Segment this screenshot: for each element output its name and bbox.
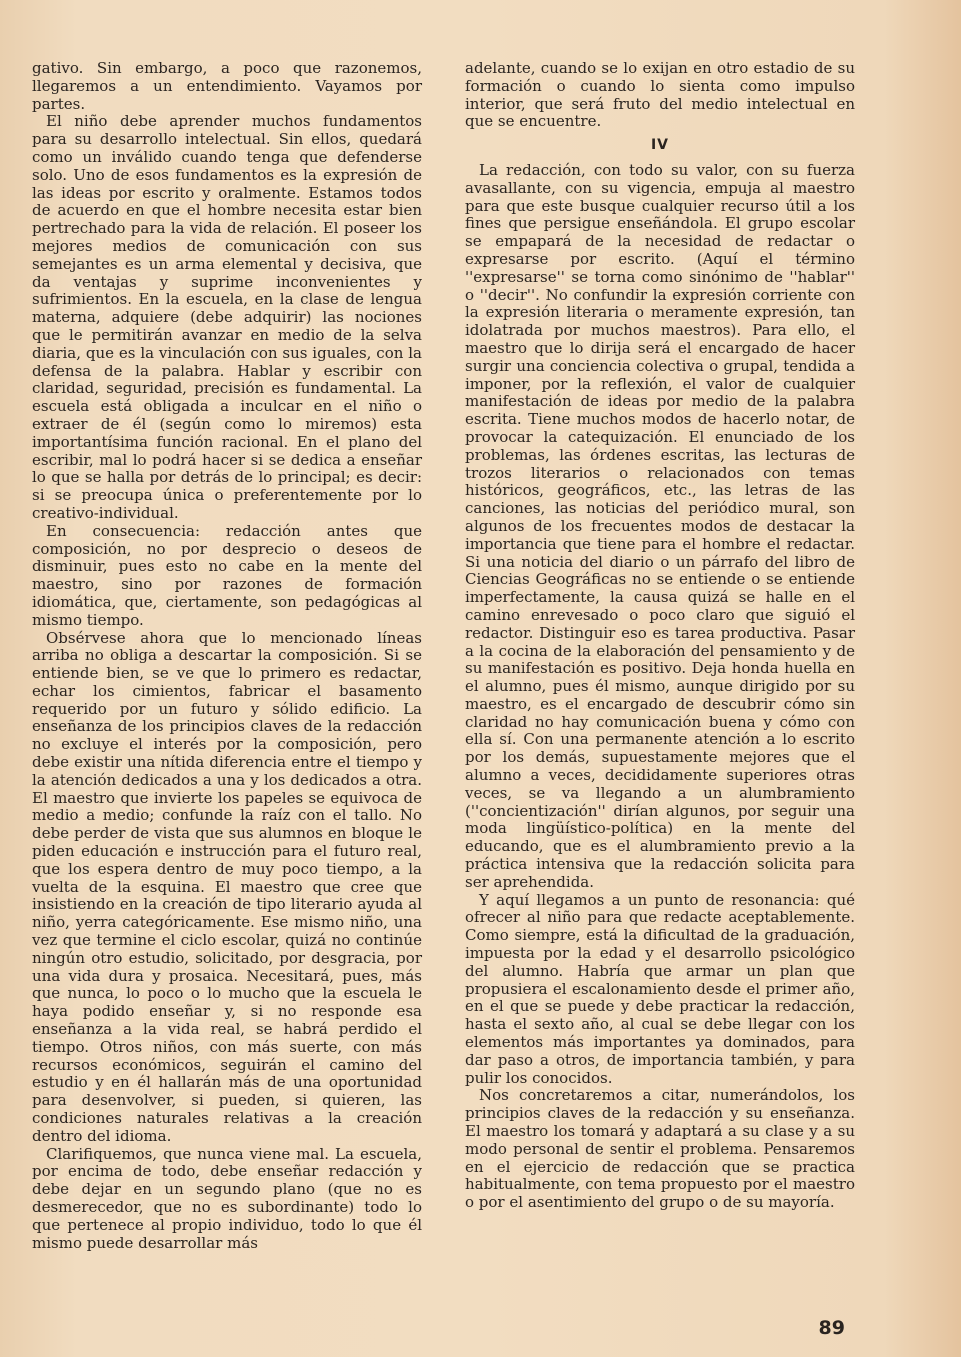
page-number: 89 — [818, 1317, 845, 1339]
paragraph: Nos concretaremos a citar, numerándolos, los principios claves de la redacción y su enseñanza. El maestro los tomará y adaptará a su clase y a su modo personal de sentir el problema. Pensaremos en el ejercicio de redacción que se practica habitualmente, con tema propuesto por el maestro o por el asentimiento del grupo o de su mayoría. — [465, 1086, 855, 1212]
left-column — [32, 60, 422, 1252]
paragraph: La redacción, con todo su valor, con su fuerza avasallante, con su vigencia, empuja al maestro para que este busque cualquier recurso útil a los fines que persigue enseñándola. El grupo escolar se empapará de la necesidad de redactar o expresarse por escrito. (Aquí el término ''expresarse'' se torna como sinónimo de ''hablar'' o ''decir''. No confundir la expresión corriente con la expresión literaria o meramente expresión, tan idolatrada por muchos maestros). Para ello, el maestro que lo dirija será el encargado de hacer surgir una conciencia colectiva o grupal, tendida a imponer, por la reflexión, el valor de cualquier manifestación de ideas por medio de la palabra escrita. Tiene muchos modos de hacerlo notar, de provocar la catequización. El enunciado de los problemas, las órdenes escritas, las lecturas de trozos literarios o relacionados con temas históricos, geográficos, etc., las letras de las canciones, las noticias del periódico mural, son algunos de los frecuentes modos de destacar la importancia que tiene para el hombre el redactar. Si una noticia del diario o un párrafo del libro de Ciencias Geográficas no se entiende o se entiende imperfectamente, la causa quizá se halle en el camino enrevesado o poco claro que siguió el redactor. Distinguir eso es tarea productiva. Pasar a la cocina de la elaboración del pensamiento y de su manifestación es positivo. Deja honda huella en el alumno, pues él mismo, aunque dirigido por su maestro, es el encargado de descubrir cómo sin claridad no hay comunicación buena y cómo con ella sí. Con una permanente atención a lo escrito por los demás, supuestamente mejores que el alumno a veces, decididamente superiores otras veces, se va llegando a un alumbramiento (''concientización'' dirían algunos, por seguir una moda lingüístico-política) en la mente del educando, que es el alumbramiento previo a la práctica intensiva que la redacción solicita para ser aprehendida. — [465, 160, 855, 891]
paragraph: adelante, cuando se lo exijan en otro estadio de su formación o cuando lo sienta como impulso interior, que será fruto del medio intelectual en que se encuentre. — [465, 59, 855, 131]
paragraph: gativo. Sin embargo, a poco que razonemos, llegaremos a un entendimiento. Vayamos por partes. — [32, 59, 422, 113]
section-heading: IV — [650, 137, 670, 154]
right-column — [465, 60, 855, 1212]
paragraph: Clarifiquemos, que nunca viene mal. La escuela, por encima de todo, debe enseñar redacción y debe dejar en un segundo plano (que no es desmerecedor, que no es subordinante) todo lo que pertenece al propio individuo, todo lo que él mismo puede desarrollar más — [32, 1144, 422, 1252]
paragraph: Obsérvese ahora que lo mencionado líneas arriba no obliga a descartar la composición. Si se entiende bien, se ve que lo primero es redactar, echar los cimientos, fabricar el basamento requerido por un futuro y sólido edificio. La enseñanza de los principios claves de la redacción no excluye el interés por la composición, pero debe existir una nítida diferencia entre el tiempo y la atención dedicados a una y los dedicados a otra. El maestro que invierte los papeles se equivoca de medio a medio; confunde la raíz con el tallo. No debe perder de vista que sus alumnos en bloque le piden educación e instrucción para el futuro real, que los espera dentro de muy poco tiempo, a la vuelta de la esquina. El maestro que cree que insistiendo en la creación de tipo literario ayuda al niño, yerra categóricamente. Ese mismo niño, una vez que termine el ciclo escolar, quizá no continúe ningún otro estudio, solicitado, por desgracia, por una vida dura y prosaica. Necesitará, pues, más que nunca, lo poco o lo mucho que la escuela le haya podido enseñar y, si no responde esa enseñanza a la vida real, se habrá perdido el tiempo. Otros niños, con más suerte, con más recursos económicos, seguirán el camino del estudio y en él hallarán más de una oportunidad para desenvolver, si pueden, si quieren, las condiciones naturales relativas a la creación dentro del idioma. — [32, 628, 422, 1145]
paragraph: El niño debe aprender muchos fundamentos para su desarrollo intelectual. Sin ellos, quedará como un inválido cuando tenga que defenderse solo. Uno de esos fundamentos es la expresión de las ideas por escrito y oralmente. Estamos todos de acuerdo en que el hombre necesita estar bien pertrechado para la vida de relación. El poseer los mejores medios de comunicación con sus semejantes es un arma elemental y decisiva, que da ventajas y suprime inconvenientes y sufrimientos. En la escuela, en la clase de lengua materna, adquiere (debe adquirir) las nociones que le permitirán avanzar en medio de la selva diaria, que es la vinculación con sus iguales, con la defensa de la palabra. Hablar y escribir con claridad, seguridad, precisión es fundamental. La escuela está obligada a inculcar en el niño o extraer de él (según como lo miremos) esta importantísima función racional. En el plano del escribir, mal lo podrá hacer si se dedica a enseñar lo que se halla por detrás de lo principal; es decir: si se preocupa única o preferentemente por lo creativo-individual. — [32, 112, 422, 522]
paragraph: En consecuencia: redacción antes que composición, no por desprecio o deseos de disminuir, pues esto no cabe en la mente del maestro, sino por razones de formación idiomática, que, ciertamente, son pedagógicas al mismo tiempo. — [32, 521, 422, 629]
paragraph: Y aquí llegamos a un punto de resonancia: qué ofrecer al niño para que redacte aceptablemente. Como siempre, está la dificultad de la graduación, impuesta por la edad y el desarrollo psicológico del alumno. Habría que armar un plan que propusiera el escalonamiento desde el primer año, en el que se puede y debe practicar la redacción, hasta el sexto año, al cual se debe llegar con los elementos más importantes ya dominados, para dar paso a otros, de importancia también, y para pulir los conocidos. — [465, 890, 855, 1087]
